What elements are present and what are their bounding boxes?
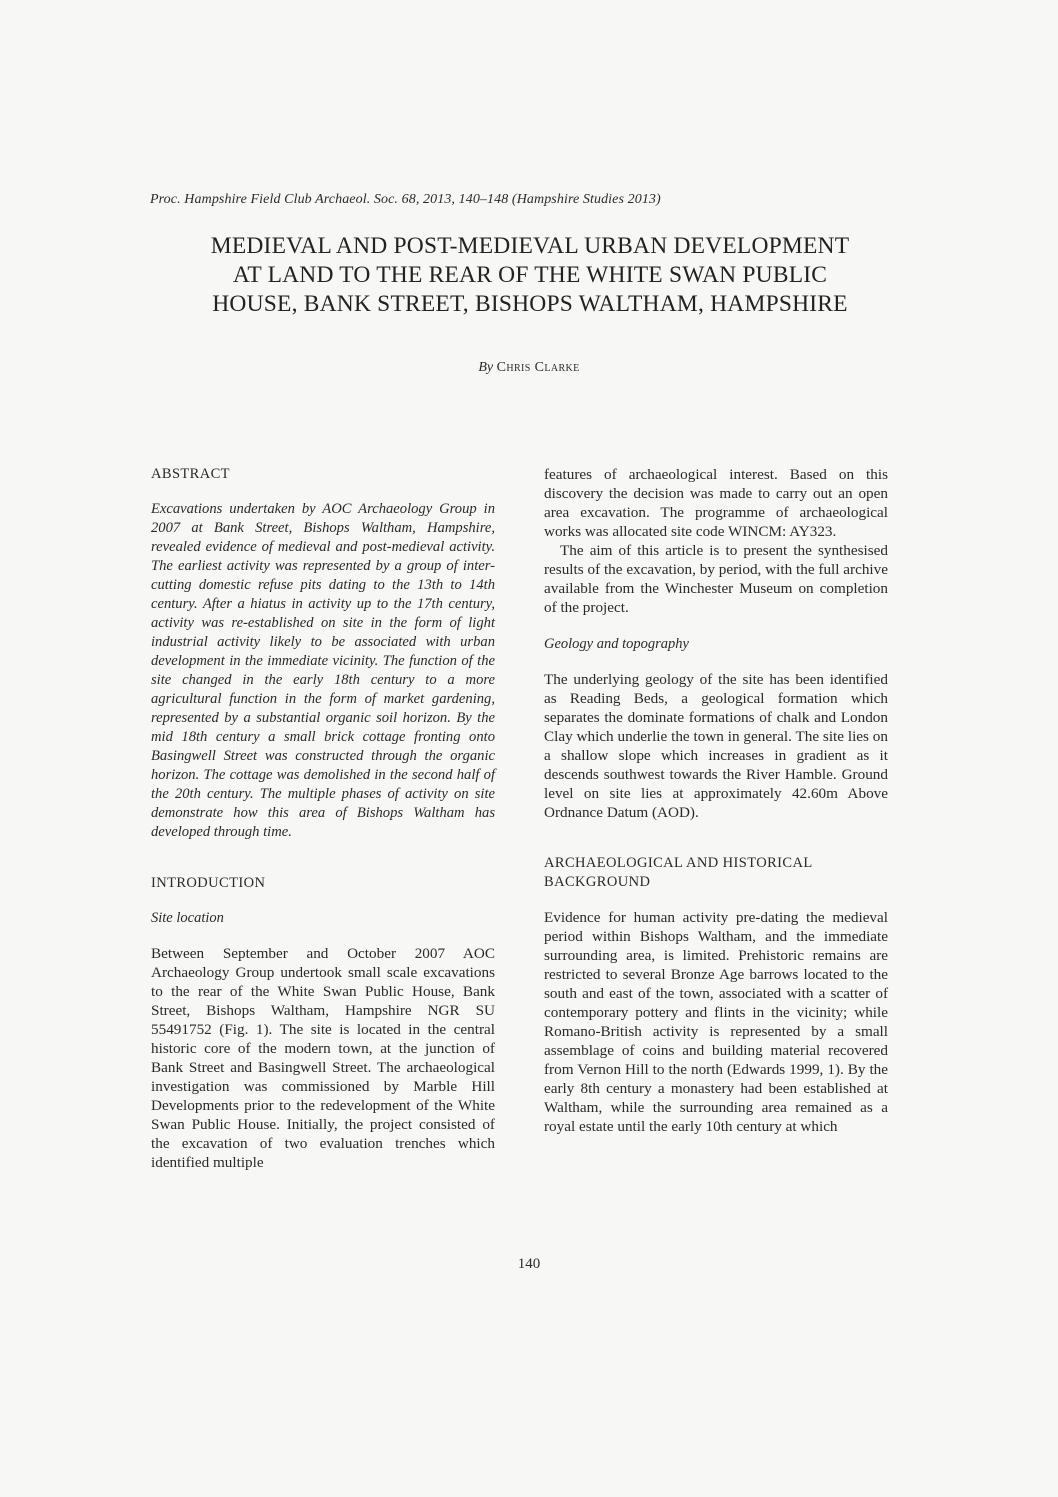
geology-heading: Geology and topography xyxy=(544,636,689,652)
left-column xyxy=(151,465,495,1172)
title-line-2: AT LAND TO THE REAR OF THE WHITE SWAN PUBLIC xyxy=(232,262,828,288)
abstract-heading: ABSTRACT xyxy=(151,466,230,482)
article-title xyxy=(140,232,920,319)
aim-paragraph: The aim of this article is to present the synthesised results of the excavation, by period, with the full archive available from the Winchester Museum on completion of the project. xyxy=(544,542,888,616)
background-heading: ARCHAEOLOGICAL AND HISTORICAL BACKGROUND xyxy=(544,855,813,890)
byline-by: By xyxy=(478,360,494,375)
byline xyxy=(0,360,1058,376)
abstract-text: Excavations undertaken by AOC Archaeology Group in 2007 at Bank Street, Bishops Waltham, Hampshire, revealed evidence of medieval and post-medieval activity. The earliest activity was represented by a group of inter-cutting domestic refuse pits dating to the 13th to 14th century. After a hiatus in activity up to the 17th century, activity was re-established on site in the form of light industrial activity likely to be associated with urban development in the immediate vicinity. The function of the site changed in the early 18th century to a more agricultural function in the form of market gardening, represented by a substantial organic soil horizon. By the mid 18th century a small brick cottage fronting onto Basingwell Street was constructed through the organic horizon. The cottage was demolished in the second half of the 20th century. The multiple phases of activity on site demonstrate how this area of Bishops Waltham has developed through time. xyxy=(151,501,495,840)
title-line-3: HOUSE, BANK STREET, BISHOPS WALTHAM, HAMPSHIRE xyxy=(212,291,848,317)
site-location-heading: Site location xyxy=(151,910,224,926)
title-line-1: MEDIEVAL AND POST-MEDIEVAL URBAN DEVELOPMENT xyxy=(210,233,850,259)
page-number: 140 xyxy=(517,1256,541,1272)
journal-citation: Proc. Hampshire Field Club Archaeol. Soc. 68, 2013, 140–148 (Hampshire Studies 2013) xyxy=(150,192,661,207)
geology-paragraph: The underlying geology of the site has been identified as Reading Beds, a geological formation which separates the dominate formations of chalk and London Clay which underlie the town in general. The site lies on a shallow slope which increases in gradient as it descends southwest towards the River Hamble. Ground level on site lies at approximately 42.60m Above Ordnance Datum (AOD). xyxy=(544,671,888,821)
author-name: Chris Clarke xyxy=(496,360,580,375)
introduction-heading: INTRODUCTION xyxy=(151,875,266,891)
continuation-paragraph: features of archaeological interest. Based on this discovery the decision was made to carry out an open area excavation. The programme of archaeological works was allocated site code WINCM: AY323. xyxy=(544,466,888,540)
background-paragraph: Evidence for human activity pre-dating the medieval period within Bishops Waltham, and the immediate surrounding area, is limited. Prehistoric remains are restricted to several Bronze Age barrows located to the south and east of the town, associated with a scatter of contemporary pottery and flints in the vicinity; while Romano-British activity is represented by a small assemblage of coins and building material recovered from Vernon Hill to the north (Edwards 1999, 1). By the early 8th century a monastery had been established at Waltham, while the surrounding area remained as a royal estate until the early 10th century at which xyxy=(544,909,888,1135)
right-column xyxy=(544,465,888,1136)
site-location-paragraph: Between September and October 2007 AOC Archaeology Group undertook small scale excavations to the rear of the White Swan Public House, Bank Street, Bishops Waltham, Hampshire NGR SU 55491752 (Fig. 1). The site is located in the central historic core of the modern town, at the junction of Bank Street and Basingwell Street. The archaeological investigation was commissioned by Marble Hill Developments prior to the redevelopment of the White Swan Public House. Initially, the project consisted of the excavation of two evaluation trenches which identified multiple xyxy=(151,945,495,1171)
